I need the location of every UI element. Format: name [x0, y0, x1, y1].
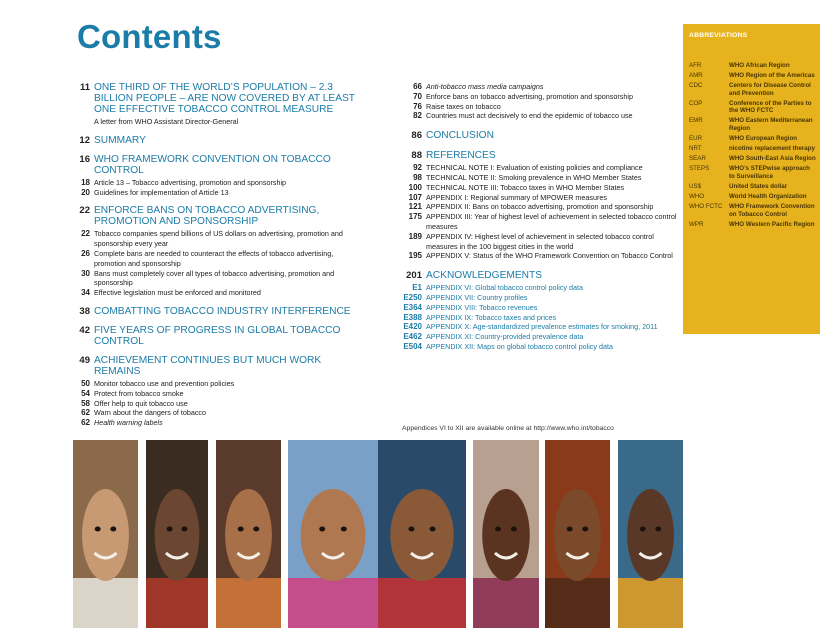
abbreviation-row [689, 193, 817, 201]
abbreviation-code: WHO FCTC [689, 203, 723, 211]
toc-entry[interactable] [60, 325, 360, 347]
abbreviation-code: NRT [689, 145, 702, 153]
toc-entry[interactable] [60, 399, 360, 409]
toc-section-heading: ONE THIRD OF THE WORLD’S POPULATION – 2.3 BILLION PEOPLE – ARE NOW COVERED BY AT LEAST ONE EFFECTIVE TOBACCO CONTROL MEASURE [94, 82, 355, 115]
toc-page-number: 82 [413, 111, 422, 121]
toc-section-heading: SUMMARY [94, 134, 146, 146]
toc-entry-label: APPENDIX XI: Country-provided prevalence data [426, 332, 584, 342]
toc-entry[interactable] [60, 306, 360, 317]
toc-page-number: E420 [403, 322, 422, 332]
abbreviation-code: WHO [689, 192, 705, 200]
toc-entry-label: APPENDIX VIII: Tobacco revenues [426, 302, 538, 312]
toc-entry[interactable] [392, 322, 682, 332]
toc-entry[interactable] [392, 270, 682, 281]
toc-page-number: 18 [81, 177, 90, 187]
abbreviation-code: AMR [689, 72, 703, 80]
toc-entry[interactable] [60, 135, 360, 146]
toc-entry-label: TECHNICAL NOTE III: Tobacco taxes in WHO Member States [426, 182, 625, 192]
toc-entry-label: APPENDIX X: Age-standardized prevalence estimates for smoking, 2011 [426, 322, 658, 332]
abbreviation-row [689, 221, 817, 229]
toc-page-number: 30 [81, 268, 90, 278]
abbreviation-description: WHO Framework Convention on Tobacco Control [729, 203, 815, 218]
toc-entry[interactable] [392, 92, 682, 102]
toc-entry[interactable] [60, 205, 360, 227]
toc-entry-label: Raise taxes on tobacco [426, 101, 501, 111]
toc-entry[interactable] [392, 232, 682, 252]
toc-page-number: E364 [403, 302, 422, 312]
toc-page-number: 42 [79, 324, 90, 336]
toc-page-number: 38 [79, 305, 90, 317]
toc-entry[interactable] [392, 293, 682, 303]
abbreviation-row [689, 165, 817, 180]
toc-entry[interactable] [392, 183, 682, 193]
toc-page-number: 70 [413, 91, 422, 101]
toc-entry-label: Countries must act decisively to end the epidemic of tobacco use [426, 111, 633, 121]
toc-entry[interactable] [60, 82, 360, 115]
toc-entry-label: TECHNICAL NOTE I: Evaluation of existing policies and compliance [426, 163, 643, 173]
toc-entry-label: APPENDIX IV: Highest level of achievement in selected tobacco control measures in the 100 biggest cities in the world [426, 231, 654, 251]
toc-entry[interactable] [392, 193, 682, 203]
toc-entry[interactable] [60, 269, 360, 289]
toc-entry-label: Offer help to quit tobacco use [94, 398, 188, 408]
toc-entry-label: Bans must completely cover all types of tobacco advertising, promotion and sponsorship [94, 268, 335, 288]
photo-girl-smiling [216, 440, 281, 628]
toc-entry-label: APPENDIX III: Year of highest level of achievement in selected tobacco control measures [426, 212, 677, 231]
photo-boy-red-shirt [378, 440, 466, 628]
abbreviation-code: US$ [689, 182, 702, 190]
toc-page-number: 62 [81, 408, 90, 418]
toc-entry[interactable] [392, 82, 682, 92]
abbreviation-description: Conference of the Parties to the WHO FCTC [729, 99, 812, 115]
abbreviation-description: WHO African Region [729, 62, 790, 69]
abbreviation-code: STEPS [689, 165, 710, 173]
abbreviation-row [689, 145, 817, 153]
toc-page-number: 20 [81, 187, 90, 197]
abbreviation-row [689, 72, 817, 80]
toc-page-number: 201 [406, 270, 422, 282]
toc-entry[interactable] [392, 332, 682, 342]
toc-entry-label: Health warning labels [94, 418, 163, 428]
toc-entry-label: A letter from WHO Assistant Director-General [94, 117, 239, 126]
toc-middle-column [392, 82, 682, 352]
abbreviation-code: AFR [689, 62, 702, 69]
abbreviation-description: nicotine replacement therapy [729, 145, 815, 153]
toc-entry-label: APPENDIX VI: Global tobacco control policy data [426, 283, 584, 293]
toc-page-number: 22 [79, 205, 90, 217]
toc-entry[interactable] [392, 130, 682, 141]
abbreviation-description: WHO Eastern Mediterranean Region [729, 117, 813, 132]
toc-entry[interactable] [60, 229, 360, 249]
toc-entry[interactable] [392, 313, 682, 323]
toc-page-number: 26 [81, 248, 90, 258]
toc-entry-label: Warn about the dangers of tobacco [94, 408, 207, 418]
toc-page-number: 98 [413, 172, 422, 182]
toc-entry[interactable] [392, 111, 682, 121]
toc-page-number: E1 [412, 283, 422, 293]
toc-page-number: 107 [408, 192, 422, 202]
toc-entry[interactable] [60, 154, 360, 176]
toc-page-number: 175 [408, 212, 422, 222]
toc-entry[interactable] [392, 173, 682, 183]
toc-section-heading: FIVE YEARS OF PROGRESS IN GLOBAL TOBACCO CONTROL [94, 324, 341, 347]
abbreviation-description: WHO Western Pacific Region [729, 220, 815, 228]
toc-entry[interactable] [392, 150, 682, 161]
toc-entry-label: Monitor tobacco use and prevention policies [94, 378, 235, 388]
toc-entry[interactable] [392, 202, 682, 212]
toc-page-number: 66 [413, 82, 422, 91]
toc-page-number: 11 [79, 82, 90, 93]
toc-entry[interactable] [392, 102, 682, 112]
toc-page-number: 62 [81, 418, 90, 428]
abbreviations-panel [683, 24, 820, 334]
abbreviation-description: WHO European Region [729, 134, 798, 142]
toc-page-number: 86 [411, 130, 422, 142]
toc-page-number: 34 [81, 288, 90, 298]
toc-entry-label: Effective legislation must be enforced and monitored [94, 288, 261, 298]
toc-entry[interactable] [60, 418, 360, 428]
abbreviation-code: EMR [689, 117, 703, 125]
abbreviation-row [689, 135, 817, 143]
toc-entry[interactable] [60, 355, 360, 377]
toc-entry-label: TECHNICAL NOTE II: Smoking prevalence in WHO Member States [426, 172, 642, 182]
abbreviation-code: COP [689, 99, 703, 107]
toc-page-number: 100 [408, 182, 422, 192]
toc-entry-label: APPENDIX I: Regional summary of MPOWER measures [426, 192, 607, 202]
toc-entry-label: APPENDIX IX: Tobacco taxes and prices [426, 312, 557, 322]
abbreviation-row [689, 183, 817, 191]
abbreviation-description: World Health Organization [729, 192, 807, 200]
abbreviation-description: Centers for Disease Control and Prevention [729, 82, 811, 97]
toc-entry-label: APPENDIX II: Bans on tobacco advertising, promotion and sponsorship [426, 202, 654, 212]
photo-girl-braids [473, 440, 539, 628]
abbreviations-list [689, 62, 817, 231]
abbreviation-description: United States dollar [729, 182, 788, 190]
toc-page-number: E504 [403, 341, 422, 351]
toc-page-number: 12 [79, 134, 90, 146]
toc-section-heading: ACHIEVEMENT CONTINUES BUT MUCH WORK REMAINS [94, 354, 322, 377]
toc-entry-label: Enforce bans on tobacco advertising, promotion and sponsorship [426, 91, 633, 101]
photo-strip [73, 440, 683, 628]
toc-page-number: 49 [79, 354, 90, 366]
toc-page-number: 195 [408, 251, 422, 261]
abbreviation-description: WHO South-East Asia Region [729, 155, 816, 163]
abbreviation-row [689, 117, 817, 132]
toc-page-number: 50 [81, 378, 90, 388]
toc-entry[interactable] [60, 379, 360, 389]
abbreviation-code: CDC [689, 82, 703, 90]
toc-entry[interactable] [60, 408, 360, 418]
toc-section-heading: ACKNOWLEDGEMENTS [426, 270, 543, 282]
abbreviation-code: SEAR [689, 155, 706, 163]
toc-entry[interactable] [60, 178, 360, 188]
abbreviation-row [689, 82, 817, 97]
toc-entry[interactable] [60, 288, 360, 298]
toc-entry[interactable] [392, 212, 682, 232]
abbreviation-description: WHO’s STEPwise approach to Surveillance [729, 165, 810, 180]
toc-left-column [60, 82, 360, 428]
toc-entry[interactable] [392, 283, 682, 293]
toc-section-heading: CONCLUSION [426, 130, 494, 142]
toc-page-number: 54 [81, 388, 90, 398]
toc-entry[interactable] [392, 163, 682, 173]
toc-page-number: 121 [408, 202, 422, 212]
toc-entry-label: APPENDIX VII: Country profiles [426, 292, 528, 302]
toc-entry-label: Tobacco companies spend billions of US dollars on advertising, promotion and sponsorship every year [94, 229, 343, 249]
toc-page-number: 58 [81, 398, 90, 408]
toc-page-number: 189 [408, 231, 422, 241]
abbreviation-code: WPR [689, 220, 704, 228]
photo-two-children [146, 440, 208, 628]
toc-entry[interactable] [392, 303, 682, 313]
toc-page-number: 22 [81, 229, 90, 239]
toc-entry-label: Protect from tobacco smoke [94, 388, 184, 398]
abbreviations-title: ABBREVIATIONS [689, 32, 748, 39]
abbreviation-code: EUR [689, 134, 703, 142]
toc-entry[interactable] [392, 251, 682, 261]
photo-children-headscarf [618, 440, 683, 628]
toc-page-number: E250 [403, 292, 422, 302]
toc-page-number: 76 [413, 101, 422, 111]
toc-entry-label: APPENDIX XII: Maps on global tobacco control policy data [426, 341, 613, 351]
toc-entry[interactable] [392, 342, 682, 352]
toc-entry[interactable] [60, 249, 360, 269]
abbreviation-row [689, 100, 817, 115]
toc-entry[interactable] [60, 188, 360, 198]
page-title: Contents [77, 18, 222, 55]
abbreviation-row [689, 155, 817, 163]
abbreviation-row [689, 203, 817, 218]
toc-entry-label: Complete bans are needed to counteract the effects of tobacco advertising, promotion and sponsorship [94, 248, 334, 268]
abbreviation-row [689, 62, 817, 70]
toc-section-heading: WHO FRAMEWORK CONVENTION ON TOBACCO CONTROL [94, 153, 331, 176]
photo-child-white-cap [73, 440, 138, 628]
abbreviation-description: WHO Region of the Americas [729, 72, 815, 80]
toc-page-number: 92 [413, 163, 422, 173]
toc-section-heading: COMBATTING TOBACCO INDUSTRY INTERFERENCE [94, 305, 351, 317]
online-appendices-note: Appendices VI to XII are available online at http://www.who.int/tobacco [402, 425, 614, 432]
photo-children-group [288, 440, 378, 628]
toc-entry-label: APPENDIX V: Status of the WHO Framework Convention on Tobacco Control [426, 251, 673, 261]
photo-girl-doorway [545, 440, 610, 628]
toc-section-heading: REFERENCES [426, 150, 496, 162]
toc-entry-label: Guidelines for implementation of Article 13 [94, 187, 229, 197]
toc-page-number: E388 [403, 312, 422, 322]
toc-page-number: E462 [403, 332, 422, 342]
toc-entry[interactable] [60, 389, 360, 399]
toc-entry-label: Anti-tobacco mass media campaigns [426, 82, 544, 91]
toc-page-number: 16 [79, 153, 90, 165]
toc-entry[interactable] [60, 117, 360, 127]
toc-page-number: 88 [411, 150, 422, 162]
toc-entry-label: Article 13 – Tobacco advertising, promotion and sponsorship [94, 177, 287, 187]
toc-section-heading: ENFORCE BANS ON TOBACCO ADVERTISING, PROMOTION AND SPONSORSHIP [94, 205, 320, 228]
